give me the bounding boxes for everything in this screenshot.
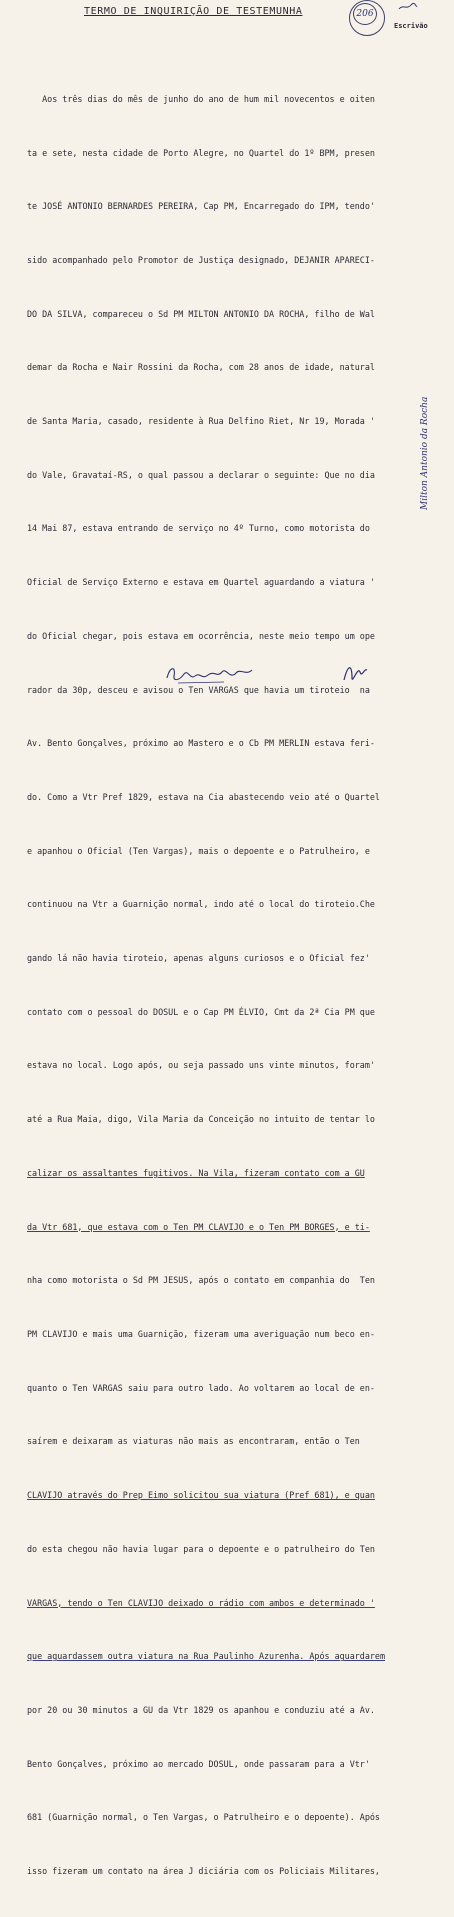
body-line: demar da Rocha e Nair Rossini da Rocha, com 28 anos de idade, natural: [27, 362, 375, 373]
escrivao-label: Escrivão: [394, 22, 428, 30]
margin-note-text: Milton Antonio da Rocha: [420, 396, 430, 510]
margin-handwritten-note: [420, 250, 440, 520]
testimony-body: [27, 55, 427, 1917]
body-line: sido acompanhado pelo Promotor de Justiça designado, DEJANIR APARECI-: [27, 254, 375, 265]
body-line: nha como motorista o Sd PM JESUS, após o contato em companhia do Ten: [27, 1275, 375, 1286]
document-title: TERMO DE INQUIRIÇÃO DE TESTEMUNHA: [84, 6, 303, 17]
signature-left-icon: [164, 658, 256, 688]
body-line: gando lá não havia tiroteio, apenas alguns curiosos e o Oficial fez': [27, 953, 370, 964]
body-line: continuou na Vtr a Guarnição normal, indo até o local do tiroteio.Che: [27, 899, 375, 910]
stamp-number: 206: [353, 3, 377, 25]
body-line: Bento Gonçalves, próximo ao mercado DOSUL, onde passaram para a Vtr': [27, 1758, 370, 1769]
signature-right-icon: [340, 658, 370, 688]
court-stamp: [349, 0, 385, 36]
body-line: do. Como a Vtr Pref 1829, estava na Cia abastecendo veio até o Quartel: [27, 791, 380, 802]
body-line: te JOSÉ ANTONIO BERNARDES PEREIRA, Cap PM, Encarregado do IPM, tendo': [27, 201, 375, 212]
body-line: do esta chegou não havia lugar para o depoente e o patrulheiro do Ten: [27, 1543, 375, 1554]
body-line: Aos três dias do mês de junho do ano de hum mil novecentos e oiten: [27, 93, 375, 104]
body-line: PM CLAVIJO e mais uma Guarnição, fizeram uma averiguação num beco en-: [27, 1328, 375, 1339]
body-line: contato com o pessoal do DOSUL e o Cap PM ÉLVIO, Cmt da 2ª Cia PM que: [27, 1006, 375, 1017]
body-line: quanto o Ten VARGAS saiu para outro lado. Ao voltarem ao local de en-: [27, 1382, 375, 1393]
body-line: 14 Mai 87, estava entrando de serviço no 4º Turno, como motorista do: [27, 523, 370, 534]
body-line: até a Rua Maia, digo, Vila Maria da Conceição no intuito de tentar lo: [27, 1114, 375, 1125]
body-line: ta e sete, nesta cidade de Porto Alegre, no Quartel do 1º BPM, presen: [27, 147, 375, 158]
body-line: CLAVIJO através do Prep Eimo solicitou sua viatura (Pref 681), e quan: [27, 1490, 375, 1501]
body-line: calizar os assaltantes fugitivos. Na Vila, fizeram contato com a GU: [27, 1167, 365, 1178]
body-line: de Santa Maria, casado, residente à Rua Delfino Riet, Nr 19, Morada ': [27, 416, 375, 427]
body-line: Av. Bento Gonçalves, próximo ao Mastero e o Cb PM MERLIN estava feri-: [27, 738, 375, 749]
body-line: do Oficial chegar, pois estava em ocorrência, neste meio tempo um ope: [27, 630, 375, 641]
body-line: da Vtr 681, que estava com o Ten PM CLAVIJO e o Ten PM BORGES, e ti-: [27, 1221, 370, 1232]
body-line: estava no local. Logo após, ou seja passado uns vinte minutos, foram': [27, 1060, 375, 1071]
body-line: e apanhou o Oficial (Ten Vargas), mais o depoente e o Patrulheiro, e: [27, 845, 370, 856]
body-line: isso fizeram um contato na área J diciária com os Policiais Militares,: [27, 1866, 380, 1877]
body-line: do Vale, Gravataí-RS, o qual passou a declarar o seguinte: Que no dia: [27, 469, 375, 480]
body-line: que aguardassem outra viatura na Rua Paulinho Azurenha. Após aguardarem: [27, 1651, 385, 1662]
body-line: por 20 ou 30 minutos a GU da Vtr 1829 os apanhou e conduziu até a Av.: [27, 1704, 375, 1715]
body-line: DO DA SILVA, compareceu o Sd PM MILTON ANTONIO DA ROCHA, filho de Wal: [27, 308, 375, 319]
body-line: 681 (Guarnição normal, o Ten Vargas, o Patrulheiro e o depoente). Após: [27, 1812, 380, 1823]
body-line: VARGAS, tendo o Ten CLAVIJO deixado o rádio com ambos e determinado ': [27, 1597, 375, 1608]
body-line: Oficial de Serviço Externo e estava em Quartel aguardando a viatura ': [27, 577, 375, 588]
body-line: rador da 30p, desceu e avisou o Ten VARGAS que havia um tiroteio na: [27, 684, 370, 695]
corner-scribble-icon: [398, 3, 418, 11]
body-line: saírem e deixaram as viaturas não mais as encontraram, então o Ten: [27, 1436, 360, 1447]
